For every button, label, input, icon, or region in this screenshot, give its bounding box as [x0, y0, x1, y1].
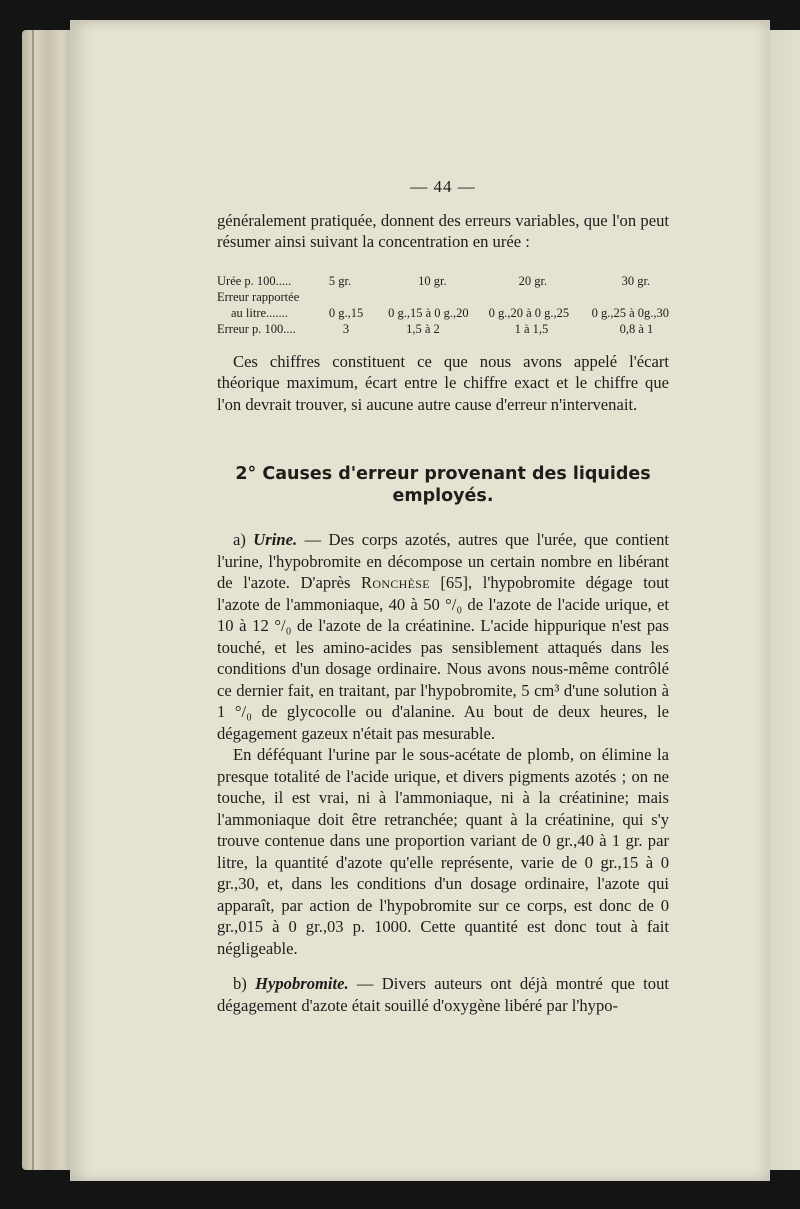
- table-cell: 3: [342, 321, 350, 336]
- author-name: Ronchèse: [361, 573, 430, 592]
- intro-paragraph: généralement pratiquée, donnent des erreurs variables, que l'on peut résumer ainsi suivant la concentration en urée :: [217, 210, 669, 251]
- paragraph-text: [65], l'hypobromite dégage tout l'azote de l'ammoniaque, 40 à 50 °/₀ de l'azote de l'acide urique, et 10 à 12 °/₀ de l'azote de la créatinine. L'acide hippurique n'est pas touché, et les amino-acides pas sensiblement attaqués dans les conditions d'un dosage ordinaire. Nous avons nous-même contrôlé ce dernier fait, en traitant, par l'hypobromite, 5 cm³ d'une solution à 1 °/₀ de glycocolle ou d'alanine. Au bout de deux heures, le dégagement gazeux n'était pas mesurable.: [217, 573, 670, 743]
- paragraph-text: — Des corps azotés, autres que l'urée, que contient l'urine, l'hypobromite en décompose un certain nombre en libérant de l'azote. D'après: [217, 530, 669, 592]
- paragraph-chiffres: Ces chiffres constituent ce que nous avons appelé l'écart théorique maximum, écart entre le chiffre exact et le chiffre que l'on devrait trouver, si aucune autre cause d'erreur n'intervenait.: [217, 351, 669, 414]
- section-heading: 2° Causes d'erreur provenant des liquides employés.: [235, 464, 651, 506]
- page-content: [217, 170, 669, 1016]
- paragraph-text: — Divers auteurs ont déjà montré que tout dégagement d'azote était souillé d'oxygène libéré par l'hypo-: [217, 974, 669, 1015]
- table-cell: 0,8 à 1: [619, 321, 654, 336]
- item-prefix: b): [233, 974, 256, 993]
- table-cell: 0 g.,15: [328, 305, 364, 320]
- table-row: [217, 305, 669, 321]
- table-cell: 1,5 à 2: [406, 321, 440, 336]
- table-row: [217, 289, 669, 305]
- paragraph-urine: [217, 529, 669, 744]
- item-label: Urine.: [253, 530, 298, 549]
- table-row-label: Erreur p. 100....: [217, 321, 296, 336]
- table-row-label: au litre.......: [231, 305, 288, 320]
- table-cell: 0 g.,25 à 0g.,30: [591, 305, 669, 320]
- item-prefix: a): [233, 530, 254, 549]
- table-cell: 1 à 1,5: [514, 321, 549, 336]
- paragraph-defequant: En déféquant l'urine par le sous-acétate de plomb, on élimine la presque totalité de l'acide urique, et divers pigments azotés ; on ne touche, il est vrai, ni à l'ammoniaque, ni à la créatinine; mais l'ammoniaque doit être retranchée; quant à la créatinine, qui s'y trouve contenue dans une proportion variant de 0 gr.,40 à 1 gr. par litre, la quantité d'azote qu'elle représente, varie de 0 gr.,15 à 0 gr.,30, et, dans les conditions d'un dosage ordinaire, l'azote qui apparaît, par action de l'hypobromite sur ce corps, est donc de 0 gr.,015 à 0 gr.,03 p. 1000. Cette quantité est donc tout à fait négligeable.: [217, 745, 669, 958]
- table-cell: 0 g.,15 à 0 g.,20: [388, 305, 469, 320]
- table-row: [217, 273, 669, 289]
- table-cell: 5 gr.: [328, 273, 352, 288]
- table-row-label: Urée p. 100.....: [217, 273, 292, 288]
- error-table: [217, 273, 669, 337]
- table-row: [217, 321, 669, 337]
- item-label: Hypobromite.: [255, 974, 349, 993]
- paragraph-hypobromite: [217, 973, 669, 1016]
- table-cell: 20 gr.: [518, 273, 548, 288]
- page-number: — 44 —: [410, 177, 476, 196]
- table-cell: 0 g.,20 à 0 g.,25: [488, 305, 570, 320]
- table-cell: 10 gr.: [418, 273, 447, 288]
- table-row-label: Erreur rapportée: [217, 289, 300, 304]
- table-cell: 30 gr.: [621, 273, 651, 288]
